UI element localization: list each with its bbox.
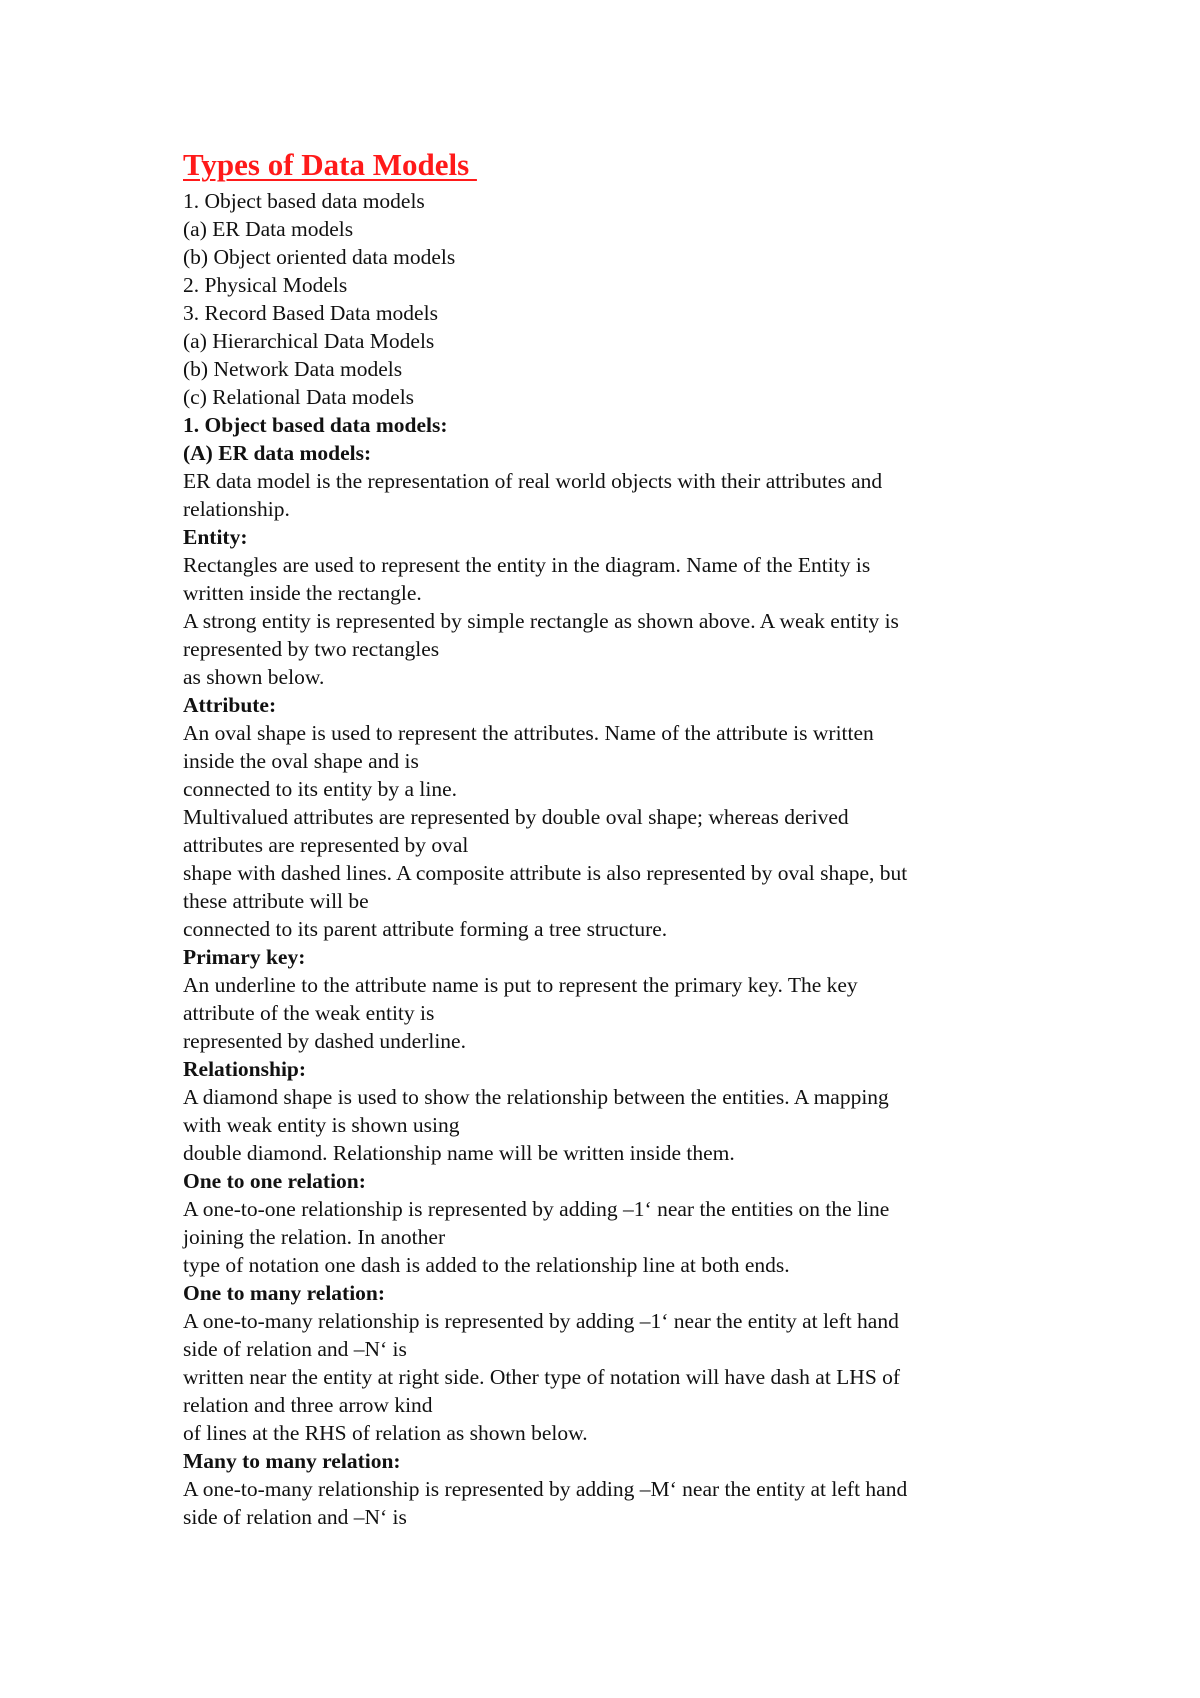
text-line: side of relation and ‒N‘ is bbox=[183, 1337, 407, 1361]
section-heading: Entity: bbox=[183, 525, 248, 549]
section-heading: (A) ER data models: bbox=[183, 441, 372, 465]
text-line: these attribute will be bbox=[183, 889, 369, 913]
text-line: (a) Hierarchical Data Models bbox=[183, 329, 435, 353]
text-line: An underline to the attribute name is put to represent the primary key. The key bbox=[183, 973, 858, 997]
text-line: 1. Object based data models bbox=[183, 189, 425, 213]
section-heading: Primary key: bbox=[183, 945, 306, 969]
text-line: shape with dashed lines. A composite attribute is also represented by oval shape, but bbox=[183, 861, 908, 885]
text-line: A one-to-many relationship is represented by adding ‒1‘ near the entity at left hand bbox=[183, 1309, 899, 1333]
text-line: Multivalued attributes are represented by double oval shape; whereas derived bbox=[183, 805, 849, 829]
text-line: relationship. bbox=[183, 497, 290, 521]
text-line: joining the relation. In another bbox=[183, 1225, 446, 1249]
text-line: A one-to-many relationship is represented by adding ‒M‘ near the entity at left hand bbox=[183, 1477, 908, 1501]
text-line: A strong entity is represented by simple rectangle as shown above. A weak entity is bbox=[183, 609, 899, 633]
text-line: of lines at the RHS of relation as shown below. bbox=[183, 1421, 588, 1445]
text-line: (c) Relational Data models bbox=[183, 385, 415, 409]
text-line: connected to its parent attribute forming a tree structure. bbox=[183, 917, 668, 941]
text-line: as shown below. bbox=[183, 665, 325, 689]
text-line: written near the entity at right side. Other type of notation will have dash at LHS of bbox=[183, 1365, 901, 1389]
text-line: attributes are represented by oval bbox=[183, 833, 469, 857]
section-heading: Many to many relation: bbox=[183, 1449, 401, 1473]
section-heading: Attribute: bbox=[183, 693, 277, 717]
text-line: ER data model is the representation of real world objects with their attributes and bbox=[183, 469, 883, 493]
text-line: connected to its entity by a line. bbox=[183, 777, 458, 801]
text-line: (a) ER Data models bbox=[183, 217, 354, 241]
text-line: 2. Physical Models bbox=[183, 273, 348, 297]
section-heading: One to one relation: bbox=[183, 1169, 366, 1193]
document-title: Types of Data Models bbox=[183, 147, 477, 182]
text-line: represented by two rectangles bbox=[183, 637, 440, 661]
text-line: A one-to-one relationship is represented by adding ‒1‘ near the entities on the line bbox=[183, 1197, 890, 1221]
text-line: side of relation and ‒N‘ is bbox=[183, 1505, 407, 1529]
text-line: Rectangles are used to represent the entity in the diagram. Name of the Entity is bbox=[183, 553, 871, 577]
text-line: written inside the rectangle. bbox=[183, 581, 422, 605]
text-line: inside the oval shape and is bbox=[183, 749, 419, 773]
text-line: type of notation one dash is added to the relationship line at both ends. bbox=[183, 1253, 790, 1277]
text-line: 3. Record Based Data models bbox=[183, 301, 438, 325]
text-line: with weak entity is shown using bbox=[183, 1113, 460, 1137]
text-line: represented by dashed underline. bbox=[183, 1029, 466, 1053]
section-heading: 1. Object based data models: bbox=[183, 413, 448, 437]
text-line: A diamond shape is used to show the relationship between the entities. A mapping bbox=[183, 1085, 889, 1109]
document-lines bbox=[183, 187, 1028, 1531]
text-line: relation and three arrow kind bbox=[183, 1393, 433, 1417]
text-line: An oval shape is used to represent the attributes. Name of the attribute is written bbox=[183, 721, 874, 745]
text-line: (b) Network Data models bbox=[183, 357, 403, 381]
text-line: (b) Object oriented data models bbox=[183, 245, 456, 269]
section-heading: One to many relation: bbox=[183, 1281, 386, 1305]
text-line: double diamond. Relationship name will be written inside them. bbox=[183, 1141, 735, 1165]
text-line: attribute of the weak entity is bbox=[183, 1001, 435, 1025]
section-heading: Relationship: bbox=[183, 1057, 307, 1081]
document-body bbox=[183, 145, 1028, 1531]
